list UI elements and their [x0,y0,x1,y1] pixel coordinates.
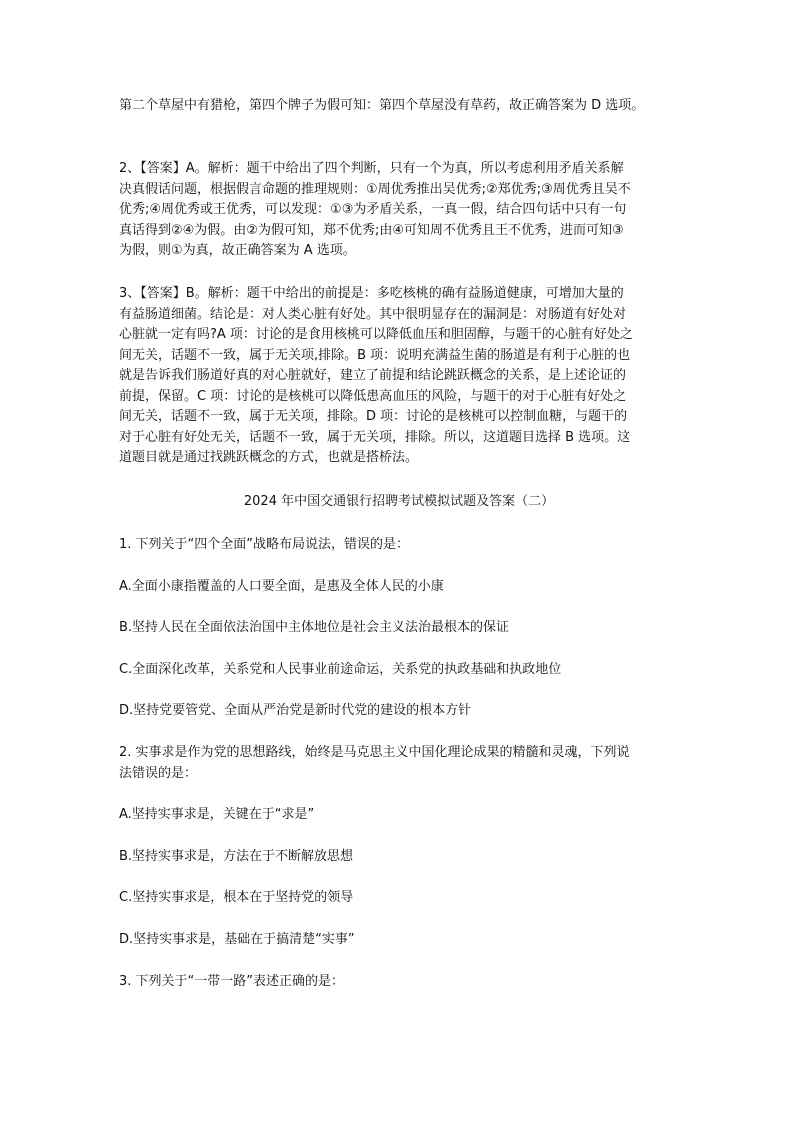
text-line: 3. 下列关于“一带一路”表述正确的是： [119,974,345,989]
text-line: 道题目就是通过找跳跃概念的方式，也就是搭桥法。 [119,450,419,465]
text-line: 3、【答案】B。解析：题干中给出的前提是：多吃核桃的确有益肠道健康，可增加大量的 [119,286,624,301]
text-line: 2、【答案】A。解析：题干中给出了四个判断，只有一个为真，所以考虑利用矛盾关系解 [119,161,624,176]
option-text: D.坚持党要管党、全面从严治党是新时代党的建设的根本方针 [119,703,472,718]
question-1-stem [119,535,679,556]
text-line: 第二个草屋中有猎枪，第四个牌子为假可知：第四个草屋没有草药，故正确答案为 D 选项。 [119,98,645,113]
text-line: 决真假话问题，根据假言命题的推理规则：①周优秀推出吴优秀;②郑优秀;③周优秀且吴不 [119,181,631,197]
text-line: 间无关，话题不一致，属于无关项，排除。D 项：讨论的是核桃可以控制血糖，与题干的 [119,409,628,424]
question-1-option-a [119,577,679,598]
text-line: 有益肠道细菌。结论是：对人类心脏有好处。其中很明显存在的漏洞是：对肠道有好处对 [119,306,627,322]
text-line: 优秀;④周优秀或王优秀，可以发现：①③为矛盾关系，一真一假，结合四句话中只有一句 [119,202,627,217]
answer-3-explanation [119,284,679,469]
option-text: A.坚持实事求是，关键在于“求是” [119,807,315,822]
question-1-option-b [119,618,679,639]
option-text: B.坚持人民在全面依法治国中主体地位是社会主义法治最根本的保证 [119,620,510,635]
text-line: 间无关，话题不一致，属于无关项,排除。B 项：说明充满益生菌的肠道是有利于心脏的也 [119,347,631,363]
option-text: C.坚持实事求是，根本在于坚持党的领导 [119,890,354,905]
option-text: C.全面深化改革，关系党和人民事业前途命运，关系党的执政基础和执政地位 [119,662,562,677]
question-2-option-a [119,805,679,826]
question-3-stem [119,972,679,993]
text-line: 1. 下列关于“四个全面”战略布局说法，错误的是： [119,537,410,552]
text-line: 2. 实事求是作为党的思想路线，始终是马克思主义中国化理论成果的精髓和灵魂，下列说 [119,745,630,760]
text-line: 心脏就一定有吗?A 项：讨论的是食用核桃可以降低血压和胆固醇，与题干的心脏有好处之 [119,327,633,342]
question-1-option-c [119,660,679,681]
section-title: 2024 年中国交通银行招聘考试模拟试题及答案（二） [243,494,555,509]
question-2-option-c [119,888,679,909]
text-line: 真话得到②④为假。由②为假可知，郑不优秀;由④可知周不优秀且王不优秀，进而可知③ [119,222,624,238]
question-2-option-d [119,930,679,951]
question-1-option-d [119,701,679,722]
text-line: 法错误的是： [119,765,198,781]
question-2-option-b [119,847,679,868]
answer-2-explanation [119,159,679,262]
option-text: A.全面小康指覆盖的人口要全面，是惠及全体人民的小康 [119,579,444,594]
option-text: D.坚持实事求是，基础在于搞清楚“实事” [119,932,355,947]
answer-1-tail [119,96,679,117]
text-line: 前提，保留。C 项：讨论的是核桃可以降低患高血压的风险，与题干的对于心脏有好处之 [119,388,627,404]
text-line: 为假，则①为真，故正确答案为 A 选项。 [119,243,356,258]
question-2-stem [119,743,679,784]
text-line: 就是告诉我们肠道好真的对心脏就好，建立了前提和结论跳跃概念的关系，是上述论证的 [119,368,627,383]
text-line: 对于心脏有好处无关，话题不一致，属于无关项，排除。所以，这道题目选择 B 选项。这 [119,429,631,445]
option-text: B.坚持实事求是，方法在于不断解放思想 [119,849,354,864]
